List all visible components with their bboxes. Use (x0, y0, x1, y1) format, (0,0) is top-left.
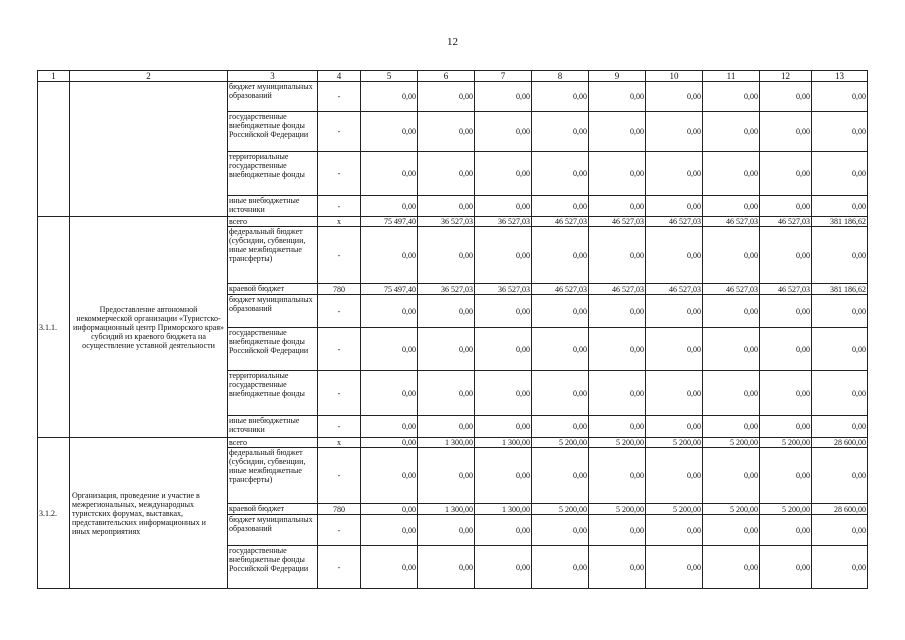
year-value: 0,00 (703, 328, 760, 371)
year-value: 0,00 (589, 328, 646, 371)
column-header: 6 (418, 71, 475, 82)
year-value: 0,00 (646, 152, 703, 196)
year-value: 0,00 (475, 152, 532, 196)
item-index: 3.1.1. (38, 217, 70, 438)
year-value: 1 300,00 (418, 438, 475, 448)
year-value: 0,00 (361, 196, 418, 217)
total-value: 0,00 (812, 112, 868, 152)
year-value: 0,00 (760, 416, 812, 438)
budget-code: - (318, 546, 361, 589)
budget-code: - (318, 227, 361, 284)
year-value: 0,00 (703, 112, 760, 152)
year-value: 0,00 (760, 546, 812, 589)
year-value: 46 527,03 (703, 217, 760, 227)
funding-source: иные внебюджетные источники (228, 196, 318, 217)
year-value: 0,00 (589, 416, 646, 438)
total-value: 0,00 (812, 546, 868, 589)
year-value: 0,00 (703, 227, 760, 284)
year-value: 0,00 (760, 82, 812, 112)
year-value: 0,00 (418, 112, 475, 152)
column-header: 2 (70, 71, 228, 82)
year-value: 0,00 (760, 515, 812, 546)
funding-source: государственные внебюджетные фонды Российской Федерации (228, 546, 318, 589)
year-value: 0,00 (646, 82, 703, 112)
year-value: 0,00 (703, 295, 760, 328)
year-value: 0,00 (646, 328, 703, 371)
year-value: 1 300,00 (475, 504, 532, 515)
year-value: 5 200,00 (703, 438, 760, 448)
funding-source: иные внебюджетные источники (228, 416, 318, 438)
year-value: 0,00 (703, 515, 760, 546)
year-value: 0,00 (361, 546, 418, 589)
year-value: 0,00 (760, 328, 812, 371)
budget-code: - (318, 152, 361, 196)
total-value: 0,00 (812, 448, 868, 504)
year-value: 0,00 (418, 448, 475, 504)
column-header: 9 (589, 71, 646, 82)
total-value: 0,00 (812, 416, 868, 438)
year-value: 0,00 (418, 152, 475, 196)
funding-source: территориальные государственные внебюджетные фонды (228, 371, 318, 416)
year-value: 0,00 (703, 152, 760, 196)
year-value: 0,00 (532, 448, 589, 504)
total-value: 0,00 (812, 328, 868, 371)
total-value: 0,00 (812, 152, 868, 196)
column-header: 7 (475, 71, 532, 82)
year-value: 46 527,03 (703, 284, 760, 295)
year-value: 5 200,00 (703, 504, 760, 515)
year-value: 0,00 (760, 112, 812, 152)
year-value: 0,00 (475, 82, 532, 112)
budget-code: - (318, 371, 361, 416)
item-name: Организация, проведение и участие в межрегиональных, международных туристских форумах, выставках, представительских информационных и иных мероприятиях (70, 438, 228, 589)
year-value: 46 527,03 (760, 284, 812, 295)
year-value: 1 300,00 (475, 438, 532, 448)
budget-code: - (318, 295, 361, 328)
column-header: 13 (812, 71, 868, 82)
funding-source: государственные внебюджетные фонды Российской Федерации (228, 328, 318, 371)
item-index (38, 82, 70, 217)
year-value: 0,00 (418, 295, 475, 328)
year-value: 36 527,03 (418, 284, 475, 295)
year-value: 46 527,03 (532, 284, 589, 295)
table-row (38, 82, 868, 112)
year-value: 0,00 (361, 112, 418, 152)
funding-source: федеральный бюджет (субсидии, субвенции, иные межбюджетные трансферты) (228, 448, 318, 504)
year-value: 0,00 (646, 295, 703, 328)
year-value: 46 527,03 (646, 284, 703, 295)
year-value: 0,00 (532, 546, 589, 589)
year-value: 0,00 (532, 328, 589, 371)
year-value: 5 200,00 (589, 504, 646, 515)
year-value: 0,00 (418, 371, 475, 416)
year-value: 5 200,00 (532, 504, 589, 515)
year-value: 0,00 (760, 152, 812, 196)
year-value: 0,00 (532, 371, 589, 416)
table-row (38, 438, 868, 448)
year-value: 0,00 (475, 112, 532, 152)
year-value: 0,00 (532, 227, 589, 284)
year-value: 0,00 (361, 438, 418, 448)
year-value: 5 200,00 (646, 504, 703, 515)
year-value: 0,00 (418, 328, 475, 371)
budget-code: - (318, 416, 361, 438)
funding-source: государственные внебюджетные фонды Российской Федерации (228, 112, 318, 152)
header-row (38, 71, 868, 82)
table-body (38, 82, 868, 589)
year-value: 0,00 (760, 371, 812, 416)
year-value: 0,00 (361, 82, 418, 112)
year-value: 1 300,00 (418, 504, 475, 515)
funding-source: бюджет муниципальных образований (228, 515, 318, 546)
year-value: 0,00 (589, 82, 646, 112)
total-value: 0,00 (812, 515, 868, 546)
page-number: 12 (447, 36, 458, 48)
item-name: Предоставление автономной некоммерческой организации «Туристско-информационный центр Приморского края» субсидий из краевого бюджета на осуществление уставной деятельности (70, 217, 228, 438)
year-value: 0,00 (646, 227, 703, 284)
year-value: 0,00 (418, 546, 475, 589)
year-value: 0,00 (475, 295, 532, 328)
budget-code: х (318, 217, 361, 227)
year-value: 0,00 (703, 546, 760, 589)
year-value: 0,00 (646, 371, 703, 416)
year-value: 36 527,03 (418, 217, 475, 227)
year-value: 0,00 (418, 416, 475, 438)
year-value: 0,00 (703, 448, 760, 504)
year-value: 0,00 (361, 371, 418, 416)
year-value: 0,00 (361, 448, 418, 504)
year-value: 0,00 (532, 196, 589, 217)
total-value: 28 600,00 (812, 438, 868, 448)
year-value: 36 527,03 (475, 217, 532, 227)
year-value: 0,00 (532, 152, 589, 196)
year-value: 0,00 (418, 227, 475, 284)
year-value: 0,00 (589, 371, 646, 416)
funding-source: бюджет муниципальных образований (228, 82, 318, 112)
year-value: 0,00 (589, 546, 646, 589)
year-value: 0,00 (589, 515, 646, 546)
year-value: 46 527,03 (589, 284, 646, 295)
year-value: 0,00 (475, 448, 532, 504)
year-value: 0,00 (646, 448, 703, 504)
year-value: 0,00 (361, 152, 418, 196)
total-value: 0,00 (812, 371, 868, 416)
column-header: 11 (703, 71, 760, 82)
budget-code: - (318, 448, 361, 504)
column-header: 4 (318, 71, 361, 82)
total-value: 0,00 (812, 82, 868, 112)
year-value: 0,00 (361, 504, 418, 515)
year-value: 0,00 (532, 515, 589, 546)
year-value: 0,00 (475, 515, 532, 546)
year-value: 0,00 (760, 196, 812, 217)
year-value: 0,00 (646, 546, 703, 589)
year-value: 0,00 (361, 328, 418, 371)
year-value: 0,00 (589, 295, 646, 328)
funding-source: краевой бюджет (228, 504, 318, 515)
budget-code: 780 (318, 284, 361, 295)
year-value: 0,00 (361, 416, 418, 438)
year-value: 0,00 (589, 196, 646, 217)
budget-code: х (318, 438, 361, 448)
funding-source: всего (228, 217, 318, 227)
year-value: 0,00 (703, 371, 760, 416)
item-index: 3.1.2. (38, 438, 70, 589)
year-value: 0,00 (418, 196, 475, 217)
budget-code: - (318, 515, 361, 546)
year-value: 0,00 (589, 227, 646, 284)
column-header: 1 (38, 71, 70, 82)
year-value: 0,00 (361, 227, 418, 284)
year-value: 0,00 (418, 515, 475, 546)
year-value: 0,00 (475, 328, 532, 371)
year-value: 0,00 (475, 371, 532, 416)
funding-source: краевой бюджет (228, 284, 318, 295)
year-value: 0,00 (703, 416, 760, 438)
funding-source: бюджет муниципальных образований (228, 295, 318, 328)
year-value: 0,00 (589, 152, 646, 196)
year-value: 75 497,40 (361, 284, 418, 295)
budget-code: - (318, 112, 361, 152)
year-value: 0,00 (532, 82, 589, 112)
year-value: 0,00 (418, 82, 475, 112)
year-value: 5 200,00 (760, 438, 812, 448)
year-value: 36 527,03 (475, 284, 532, 295)
total-value: 0,00 (812, 295, 868, 328)
year-value: 0,00 (760, 295, 812, 328)
funding-source: федеральный бюджет (субсидии, субвенции, иные межбюджетные трансферты) (228, 227, 318, 284)
budget-code: - (318, 328, 361, 371)
year-value: 0,00 (646, 112, 703, 152)
year-value: 0,00 (646, 515, 703, 546)
budget-code: 780 (318, 504, 361, 515)
column-header: 3 (228, 71, 318, 82)
year-value: 0,00 (703, 196, 760, 217)
funding-source: всего (228, 438, 318, 448)
column-header: 12 (760, 71, 812, 82)
year-value: 0,00 (532, 295, 589, 328)
table-row (38, 217, 868, 227)
column-header: 10 (646, 71, 703, 82)
item-name (70, 82, 228, 217)
budget-table (37, 70, 868, 589)
total-value: 28 600,00 (812, 504, 868, 515)
column-header: 8 (532, 71, 589, 82)
year-value: 0,00 (475, 546, 532, 589)
year-value: 0,00 (760, 227, 812, 284)
year-value: 0,00 (760, 448, 812, 504)
year-value: 0,00 (475, 227, 532, 284)
year-value: 0,00 (646, 416, 703, 438)
total-value: 0,00 (812, 227, 868, 284)
year-value: 0,00 (532, 416, 589, 438)
year-value: 46 527,03 (532, 217, 589, 227)
year-value: 5 200,00 (646, 438, 703, 448)
total-value: 381 186,62 (812, 217, 868, 227)
year-value: 0,00 (361, 295, 418, 328)
year-value: 46 527,03 (646, 217, 703, 227)
year-value: 0,00 (646, 196, 703, 217)
year-value: 5 200,00 (532, 438, 589, 448)
year-value: 0,00 (475, 196, 532, 217)
total-value: 381 186,62 (812, 284, 868, 295)
year-value: 46 527,03 (760, 217, 812, 227)
budget-code: - (318, 82, 361, 112)
year-value: 0,00 (475, 416, 532, 438)
column-header: 5 (361, 71, 418, 82)
year-value: 5 200,00 (589, 438, 646, 448)
budget-code: - (318, 196, 361, 217)
funding-source: территориальные государственные внебюджетные фонды (228, 152, 318, 196)
year-value: 75 497,40 (361, 217, 418, 227)
year-value: 46 527,03 (589, 217, 646, 227)
year-value: 0,00 (532, 112, 589, 152)
year-value: 0,00 (703, 82, 760, 112)
total-value: 0,00 (812, 196, 868, 217)
year-value: 5 200,00 (760, 504, 812, 515)
year-value: 0,00 (589, 448, 646, 504)
year-value: 0,00 (361, 515, 418, 546)
year-value: 0,00 (589, 112, 646, 152)
